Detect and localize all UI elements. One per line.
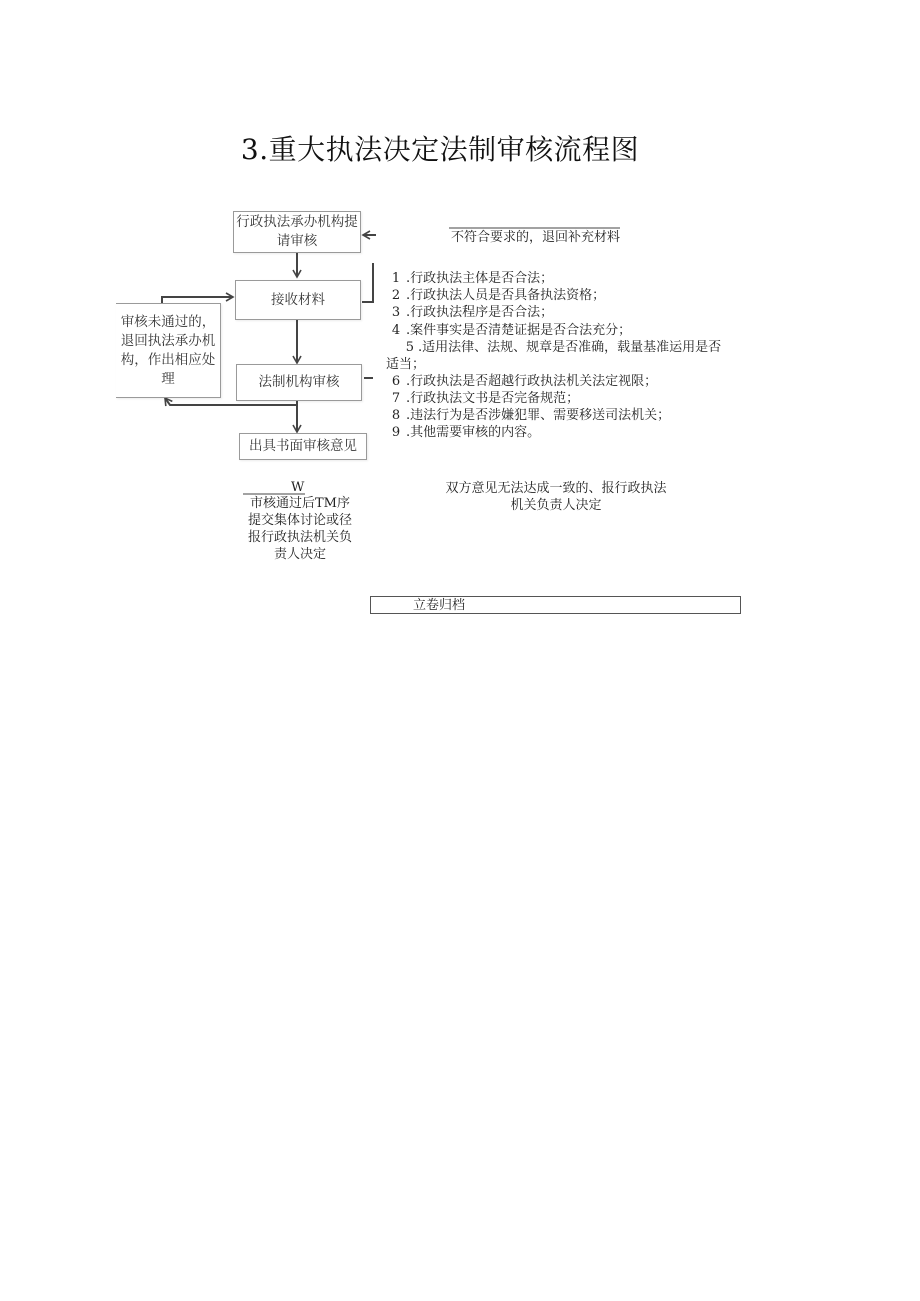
criterion-number: 4 bbox=[391, 322, 401, 338]
review-box-label: 法制机构审核 bbox=[258, 374, 340, 390]
criterion-number: 6 bbox=[391, 373, 401, 389]
review-criteria-list bbox=[386, 270, 736, 442]
criterion-text: .行政执法人员是否具备执法资格； bbox=[406, 288, 606, 304]
criterion-number: 8 bbox=[391, 408, 401, 424]
opinion-box-label: 出具书面审核意见 bbox=[249, 438, 357, 454]
criterion-number: 1 bbox=[391, 271, 401, 286]
receive-box bbox=[235, 280, 361, 320]
criterion-text: .行政执法是否超越行政执法机关法定视限； bbox=[406, 373, 658, 389]
criterion-text: .适用法律、法规、规章是否准确，载量基准运用是否适当； bbox=[386, 339, 722, 372]
passed-marker: W bbox=[291, 480, 305, 495]
passed-note: 市核通过后TM序提交集体讨论或径报行政执法机关负责人决定 bbox=[247, 496, 352, 562]
disagree-note: 双方意见无法达成一致的、报行政执法机关负责人决定 bbox=[445, 481, 667, 513]
apply-box-label: 行政执法承办机构提请审核 bbox=[236, 214, 358, 249]
receive-box-label: 接收材料 bbox=[271, 291, 325, 308]
criterion-text: .案件事实是否清楚证据是否合法充分； bbox=[406, 322, 632, 338]
criterion-text: .行政执法主体是否合法； bbox=[406, 271, 554, 286]
archive-box bbox=[370, 596, 741, 614]
criterion-item bbox=[386, 304, 736, 321]
criterion-item bbox=[386, 322, 736, 339]
review-box bbox=[236, 364, 362, 401]
criterion-item bbox=[386, 270, 736, 287]
return-materials-note: 不符合要求的，退回补充材料 bbox=[451, 230, 621, 245]
criterion-item bbox=[386, 339, 732, 373]
rejected-box-label: 审核未通过的，退回执法承办机构，作出相应处理 bbox=[120, 313, 216, 387]
criterion-item bbox=[386, 373, 736, 390]
opinion-box bbox=[239, 433, 367, 460]
criterion-number: 5 bbox=[405, 339, 414, 355]
criterion-number: 9 bbox=[391, 425, 401, 441]
criterion-item bbox=[386, 287, 736, 304]
criterion-item bbox=[386, 407, 736, 424]
criterion-item bbox=[386, 424, 736, 441]
rejected-box bbox=[116, 303, 221, 398]
criterion-text: .违法行为是否涉嫌犯罪、需要移送司法机关； bbox=[406, 408, 671, 424]
criterion-text: .行政执法文书是否完备规范； bbox=[406, 390, 580, 406]
archive-box-label: 立卷归档 bbox=[413, 598, 466, 613]
criterion-number: 7 bbox=[391, 390, 401, 406]
arrow-return-to-apply bbox=[362, 263, 373, 302]
apply-box bbox=[233, 211, 361, 253]
criterion-number: 3 bbox=[391, 305, 401, 321]
criterion-text: .行政执法程序是否合法； bbox=[406, 305, 554, 321]
criterion-number: 2 bbox=[391, 288, 401, 304]
criterion-item bbox=[386, 390, 736, 407]
page-title: 3.重大执法决定法制审核流程图 bbox=[240, 133, 640, 166]
criterion-text: .其他需要审核的内容。 bbox=[406, 425, 541, 441]
